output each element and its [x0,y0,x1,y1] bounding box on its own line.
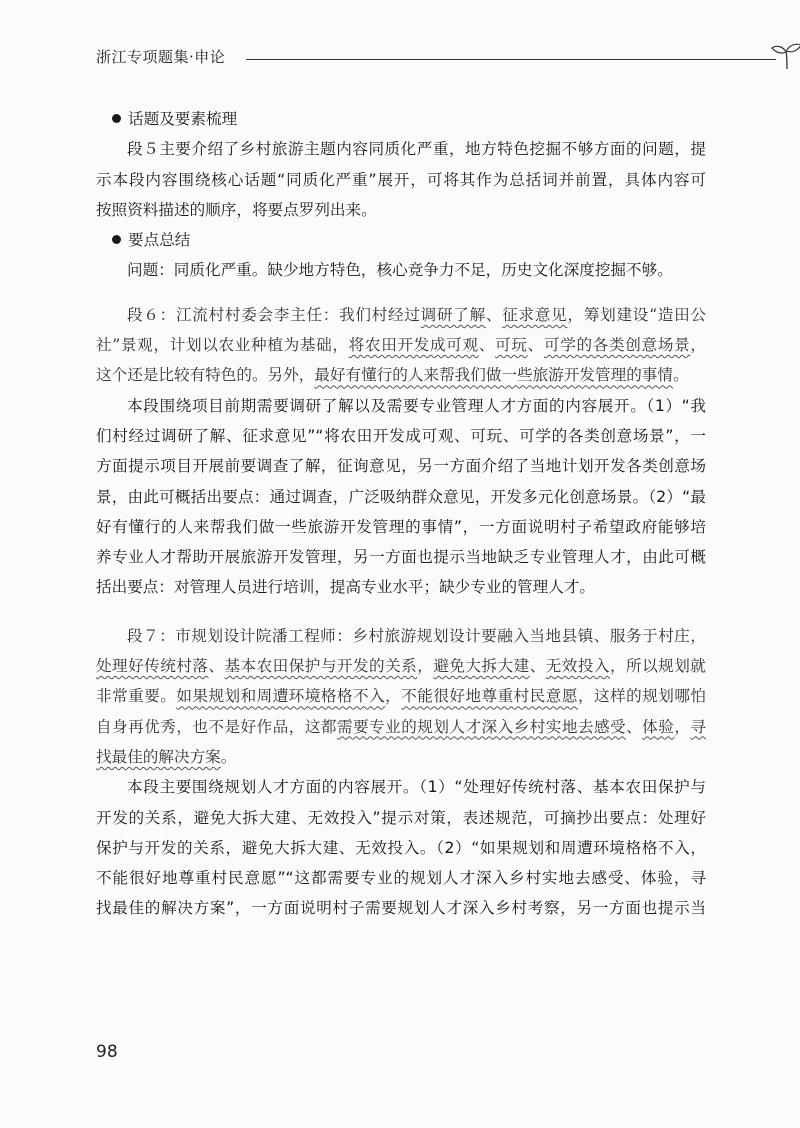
para7-analysis-line: 开发的关系，避免大拆大建、无效投入”提示对策，表述规范，可摘抄出要点：处理好 [96,808,706,827]
para7-source-line: 非常重要。如果规划和周遭环境格格不入，不能很好地尊重村民意愿，这样的规划哪怕 [96,687,706,706]
para6-analysis-line: 好有懂行的人来帮我们做一些旅游开发管理的事情”，一方面说明村子希望政府能够培 [96,517,706,536]
para6-source-line: 段６：江流村村委会李主任：我们村经过调研了解、征求意见，筹划建设“造田公 [127,305,706,324]
highlight: 如果规划和周遭环境格格不入 [176,687,386,706]
highlight: 基本农田保护与开发的关系 [224,657,418,676]
highlight: 避免大拆大建 [433,657,530,676]
para7-analysis-line: 不能很好地尊重村民意愿”“这都需要专业的规划人才深入乡村实地去感受、体验，寻 [96,869,706,888]
para7-source-line: 找最佳的解决方案。 [96,747,237,766]
summary-text: 问题：同质化严重。缺少地方特色，核心竞争力不足，历史文化深度挖掘不够。 [127,261,673,280]
para6-analysis-line: 括出要点：对管理人员进行培训，提高专业水平；缺少专业的管理人才。 [96,578,596,597]
para5-analysis-line: 段５主要介绍了乡村旅游主题内容同质化严重，地方特色挖掘不够方面的问题，提 [127,140,706,159]
highlight: 征求意见 [502,305,568,324]
para7-analysis-line: 找最佳的解决方案”，一方面说明村子需要规划人才深入乡村考察，另一方面也提示当 [96,899,706,918]
para7-analysis-line: 保护与开发的关系，避免大拆大建、无效投入。（2）“如果规划和周遭环境格格不入， [96,838,706,857]
topic-heading: 话题及要素梳理 [96,104,706,134]
para6-source-line: 社”景观，计划以农业种植为基础，将农田开发成可观、可玩、可学的各类创意场景， [96,336,706,355]
highlight: 最好有懂行的人来帮我们做一些旅游开发管理的事情 [314,366,673,385]
bullet-icon [112,235,121,244]
highlight: 处理好传统村落 [96,657,209,676]
page-body [96,104,706,924]
highlight: 寻 [690,717,706,736]
sprout-icon [770,42,800,70]
para6-analysis-line: 方面提示项目开展前要调查了解，征询意见，另一方面介绍了当地计划开发各类创意场 [96,457,706,476]
highlight: 需要专业的规划人才深入乡村实地去感受 [336,717,627,736]
para6-analysis-line: 们村经过调研了解、征求意见”“将农田开发成可观、可玩、可学的各类创意场景”，一 [96,426,706,445]
highlight: 无效投入 [545,657,610,676]
header-title: 浙江专项题集·申论 [96,48,226,66]
para6-source-line: 这个还是比较有特色的。另外，最好有懂行的人来帮我们做一些旅游开发管理的事情。 [96,366,689,385]
para5-analysis-line: 示本段内容围绕核心话题“同质化严重”展开，可将其作为总括词并前置，具体内容可 [96,170,706,189]
para6-analysis-line: 养专业人才帮助开展旅游开发管理，另一方面也提示当地缺乏专业管理人才，由此可概 [96,548,706,567]
para7-analysis-line: 本段主要围绕规划人才方面的内容展开。（1）“处理好传统村落、基本农田保护与 [127,778,706,797]
highlight: 可玩 [495,336,528,355]
page-header [96,42,706,72]
bullet-icon [112,114,121,123]
para7-source-line: 自身再优秀，也不是好作品，这都需要专业的规划人才深入乡村实地去感受、体验，寻 [96,717,706,736]
para6-analysis-line: 景，由此可概括出要点：通过调查，广泛吸纳群众意见，开发多元化创意场景。（2）“最 [96,487,706,506]
highlight: 体验 [642,717,675,736]
highlight: 可学的各类创意场景 [543,336,691,355]
header-rule [246,59,776,60]
para5-analysis-line: 按照资料描述的顺序，将要点罗列出来。 [96,200,377,219]
highlight: 不能很好地尊重村民意愿 [401,687,578,706]
page-number: 98 [96,1042,118,1062]
para6-analysis-line: 本段围绕项目前期需要调研了解以及需要专业管理人才方面的内容展开。（1）“我 [127,396,706,415]
highlight: 调研了解 [420,305,486,324]
highlight: 找最佳的解决方案 [96,747,221,766]
para7-source-line: 段７：市规划设计院潘工程师：乡村旅游规划设计要融入当地县镇、服务于村庄， [127,626,706,645]
highlight: 将农田开发成可观 [348,336,479,355]
summary-heading: 要点总结 [96,225,706,255]
para7-source-line: 处理好传统村落、基本农田保护与开发的关系，避免大拆大建、无效投入，所以规划就 [96,657,706,676]
